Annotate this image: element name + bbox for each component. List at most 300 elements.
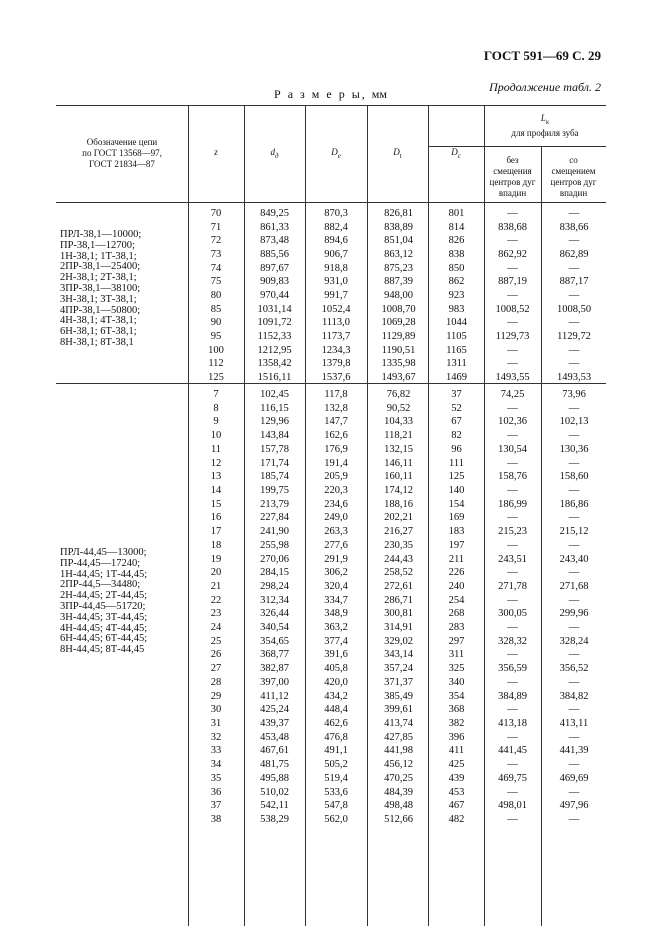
- table-row: [56, 458, 606, 470]
- cell-lk-with: —: [568, 539, 580, 551]
- cell-z: 24: [210, 622, 222, 634]
- table-row: [56, 622, 606, 634]
- cell-lk-without: 102,36: [498, 416, 527, 428]
- cell-De: 931,0: [324, 276, 348, 288]
- cell-Dt: 146,11: [384, 457, 413, 469]
- cell-De: 234,6: [324, 498, 348, 510]
- table-row: [56, 773, 606, 785]
- cell-d: 439,37: [260, 718, 289, 730]
- table-row: [56, 358, 606, 370]
- cell-De: 991,7: [324, 289, 348, 301]
- cell-z: 9: [213, 416, 219, 428]
- table-row: [56, 471, 606, 483]
- cell-De: 405,8: [324, 663, 348, 675]
- cell-Dt: 371,37: [384, 676, 413, 688]
- cell-Dc: 211: [448, 553, 465, 565]
- cell-lk-with: 441,39: [559, 745, 589, 757]
- table-row: [56, 331, 606, 343]
- cell-De: 391,6: [324, 649, 348, 661]
- cell-d: 227,84: [260, 512, 289, 524]
- chain-designation-group-1: ПРЛ-38,1—10000; ПР-38,1—12700; 1Н-38,1; 1Т-38,1; 2ПР-38,1—25400; 2Н-38,1; 2Т-38,1; 3ПР-38,1—38100; 3Н-38,1; 3Т-38,1; 4ПР-38,1—50800; 4Н-38,1; 4Т-38,1; 6Н-38,1; 6Т-38,1; 8Н-38,1; 8Т-38,1: [60, 229, 142, 348]
- header-Dc: [428, 147, 484, 160]
- cell-d: 1212,95: [257, 344, 292, 356]
- cell-De: 348,9: [324, 608, 348, 620]
- header-De-sub: e: [337, 151, 341, 160]
- cell-lk-with: —: [568, 430, 580, 442]
- table-row: [56, 222, 606, 234]
- cell-Dt: 1069,28: [381, 317, 416, 329]
- cell-lk-without: —: [507, 731, 518, 743]
- cell-d: 326,44: [260, 608, 289, 620]
- cell-Dt: 329,02: [384, 635, 413, 647]
- cell-Dt: 948,00: [384, 289, 413, 301]
- cell-lk-without: 498,01: [498, 800, 527, 812]
- cell-Dc: 1044: [446, 317, 467, 329]
- cell-z: 90: [210, 317, 222, 329]
- cell-De: 894,6: [324, 235, 348, 247]
- cell-z: 23: [210, 608, 222, 620]
- header-De-main: D: [331, 147, 338, 157]
- header-z: z: [214, 147, 218, 157]
- cell-Dt: 441,98: [384, 745, 413, 757]
- cell-Dc: 838: [448, 248, 465, 260]
- cell-De: 491,1: [324, 745, 348, 757]
- cell-De: 1537,6: [321, 371, 351, 383]
- cell-Dc: 297: [448, 635, 465, 647]
- cell-Dc: 439: [448, 772, 465, 784]
- cell-Dc: 814: [448, 221, 465, 233]
- cell-lk-with: 497,96: [559, 800, 589, 812]
- cell-De: 547,8: [324, 800, 348, 812]
- header-Dt-main: D: [393, 147, 400, 157]
- cell-De: 476,8: [324, 731, 348, 743]
- header-Lk-main: L: [540, 113, 546, 123]
- cell-Dt: 1493,67: [381, 371, 416, 383]
- cell-De: 562,0: [324, 814, 348, 825]
- cell-Dt: 90,52: [386, 402, 411, 414]
- cell-Dc: 826: [448, 235, 465, 247]
- table-row: [56, 595, 606, 607]
- table-row: [56, 526, 606, 538]
- cell-Dc: 67: [451, 416, 462, 428]
- cell-z: 33: [210, 745, 222, 757]
- cell-Dc: 52: [451, 402, 462, 414]
- cell-Dc: 923: [448, 289, 465, 301]
- cell-d: 861,33: [260, 221, 289, 233]
- header-Dc-sub: c: [457, 151, 461, 160]
- cell-lk-with: —: [568, 704, 580, 716]
- table-row: [56, 636, 606, 648]
- cell-lk-with: —: [568, 208, 580, 219]
- cell-De: 147,7: [324, 416, 348, 428]
- cell-Dc: 382: [448, 718, 465, 730]
- cell-Dc: 340: [448, 676, 465, 688]
- cell-lk-with: 1008,50: [556, 303, 592, 315]
- table-row: [56, 787, 606, 799]
- cell-lk-without: 887,19: [498, 276, 527, 288]
- cell-d: 411,12: [260, 690, 289, 702]
- table-row: [56, 304, 606, 316]
- cell-De: 870,3: [324, 208, 348, 219]
- cell-d: 1031,14: [257, 303, 292, 315]
- cell-z: 10: [210, 430, 222, 442]
- cell-z: 11: [210, 443, 222, 455]
- cell-Dt: 286,71: [384, 594, 413, 606]
- cell-lk-without: —: [507, 594, 518, 606]
- header-De: [305, 147, 367, 160]
- cell-Dc: 862: [448, 276, 465, 288]
- cell-z: 8: [213, 402, 219, 414]
- cell-Dt: 104,33: [384, 416, 413, 428]
- cell-Dt: 174,12: [384, 484, 413, 496]
- cell-lk-without: 838,68: [498, 221, 527, 233]
- sizes-title-text: Р а з м е р ы,: [274, 87, 367, 101]
- cell-d: 116,15: [260, 402, 289, 414]
- cell-De: 505,2: [324, 759, 348, 771]
- cell-d: 312,34: [260, 594, 289, 606]
- cell-d: 157,78: [260, 443, 289, 455]
- cell-d: 1358,42: [257, 358, 292, 370]
- cell-Dc: 125: [448, 471, 465, 483]
- cell-lk-with: —: [568, 358, 580, 370]
- cell-De: 906,7: [324, 248, 348, 260]
- cell-lk-without: —: [507, 814, 518, 825]
- cell-lk-without: —: [507, 430, 518, 442]
- cell-Dt: 512,66: [384, 814, 413, 825]
- cell-z: 17: [210, 526, 222, 538]
- header-Dc-main: D: [451, 147, 458, 157]
- cell-Dt: 160,11: [384, 471, 413, 483]
- cell-lk-with: 73,96: [562, 389, 586, 400]
- cell-lk-without: 413,18: [498, 718, 527, 730]
- cell-Dc: 268: [448, 608, 465, 620]
- cell-lk-without: 328,32: [498, 635, 527, 647]
- cell-De: 334,7: [324, 594, 348, 606]
- cell-Dc: 467: [448, 800, 465, 812]
- table-row: [56, 403, 606, 415]
- cell-lk-without: —: [507, 539, 518, 551]
- table-continuation-note: Продолжение табл. 2: [489, 80, 601, 94]
- cell-Dt: 272,61: [384, 580, 413, 592]
- cell-Dc: 226: [448, 567, 465, 579]
- table-row: [56, 567, 606, 579]
- cell-z: 125: [208, 371, 224, 383]
- cell-lk-with: 413,11: [559, 718, 589, 730]
- cell-z: 70: [210, 208, 222, 219]
- cell-d: 102,45: [260, 389, 289, 400]
- cell-Dt: 456,12: [384, 759, 413, 771]
- cell-lk-without: —: [507, 457, 518, 469]
- table-row: [56, 208, 606, 220]
- cell-z: 16: [210, 512, 222, 524]
- cell-z: 95: [210, 330, 222, 342]
- cell-Dc: 1165: [446, 344, 467, 356]
- cell-Dc: 283: [448, 622, 465, 634]
- cell-De: 291,9: [324, 553, 348, 565]
- cell-d: 495,88: [260, 772, 289, 784]
- cell-Dc: 240: [448, 580, 465, 592]
- cell-Dt: 1335,98: [381, 358, 416, 370]
- cell-Dt: 470,25: [384, 772, 413, 784]
- table-row: [56, 345, 606, 357]
- table-row: [56, 759, 606, 771]
- cell-De: 249,0: [324, 512, 348, 524]
- cell-Dc: 983: [448, 303, 465, 315]
- cell-d: 453,48: [260, 731, 289, 743]
- cell-Dc: 482: [448, 814, 465, 825]
- cell-lk-without: —: [507, 484, 518, 496]
- cell-Dc: 325: [448, 663, 465, 675]
- cell-d: 241,90: [260, 526, 289, 538]
- table-row: [56, 512, 606, 524]
- cell-z: 25: [210, 635, 222, 647]
- cell-Dt: 216,27: [384, 526, 413, 538]
- table-row: [56, 263, 606, 275]
- cell-d: 255,98: [260, 539, 289, 551]
- cell-De: 882,4: [324, 221, 348, 233]
- cell-lk-without: 441,45: [498, 745, 527, 757]
- dimensions-table: [56, 105, 606, 926]
- cell-lk-without: 243,51: [498, 553, 527, 565]
- table-row: [56, 499, 606, 511]
- cell-lk-without: 215,23: [498, 526, 527, 538]
- cell-d: 340,54: [260, 622, 289, 634]
- cell-De: 1234,3: [321, 344, 351, 356]
- cell-lk-with: 384,82: [559, 690, 589, 702]
- cell-lk-with: —: [568, 344, 580, 356]
- header-Lk: [484, 113, 606, 126]
- cell-De: 205,9: [324, 471, 348, 483]
- cell-z: 28: [210, 676, 222, 688]
- cell-z: 37: [210, 800, 222, 812]
- cell-De: 162,6: [324, 430, 348, 442]
- header-bottom-rule: [56, 202, 606, 203]
- cell-lk-without: 300,05: [498, 608, 527, 620]
- table-row: [56, 540, 606, 552]
- cell-De: 377,4: [324, 635, 348, 647]
- cell-Dt: 300,81: [384, 608, 413, 620]
- cell-lk-with: 838,66: [559, 221, 589, 233]
- cell-d: 397,00: [260, 676, 289, 688]
- cell-Dt: 484,39: [384, 786, 413, 798]
- cell-Dc: 453: [448, 786, 465, 798]
- table-row: [56, 249, 606, 261]
- cell-z: 15: [210, 498, 222, 510]
- cell-De: 448,4: [324, 704, 348, 716]
- table-row: [56, 814, 606, 826]
- cell-d: 542,11: [260, 800, 289, 812]
- cell-Dc: 801: [448, 208, 465, 219]
- cell-d: 481,75: [260, 759, 289, 771]
- cell-z: 18: [210, 539, 222, 551]
- cell-Dc: 1311: [446, 358, 467, 370]
- cell-lk-without: 1008,52: [495, 303, 530, 315]
- cell-Dt: 357,24: [384, 663, 413, 675]
- cell-De: 1052,4: [321, 303, 351, 315]
- cell-lk-without: —: [507, 235, 518, 247]
- cell-z: 31: [210, 718, 222, 730]
- cell-d: 1516,11: [257, 371, 292, 383]
- header-lk-caption: для профиля зуба: [511, 128, 579, 138]
- cell-z: 72: [210, 235, 222, 247]
- cell-lk-without: —: [507, 344, 518, 356]
- cell-De: 176,9: [324, 443, 348, 455]
- cell-lk-with: —: [568, 814, 580, 825]
- header-d-main: d: [270, 147, 275, 157]
- cell-De: 533,6: [324, 786, 348, 798]
- cell-z: 26: [210, 649, 222, 661]
- cell-lk-without: —: [507, 358, 518, 370]
- chain-designation-group-2: ПРЛ-44,45—13000; ПР-44,45—17240; 1Н-44,45; 1Т-44,45; 2ПР-44,5—34480; 2Н-44,45; 2Т-44,45; 3ПР-44,45—51720; 3Н-44,45; 3Т-44,45; 4Н-44,45; 4Т-44,45; 6Н-44,45; 6Т-44,45; 8Н-44,45; 8Т-44,45: [60, 547, 148, 656]
- cell-Dc: 850: [448, 262, 465, 274]
- cell-d: 129,96: [260, 416, 289, 428]
- table-row: [56, 745, 606, 757]
- cell-Dc: 354: [448, 690, 465, 702]
- cell-d: 970,44: [260, 289, 289, 301]
- cell-z: 112: [208, 358, 224, 370]
- cell-lk-with: —: [568, 402, 580, 414]
- cell-d: 382,87: [260, 663, 289, 675]
- cell-Dc: 183: [448, 526, 465, 538]
- cell-lk-without: 1129,73: [495, 330, 530, 342]
- cell-Dt: 258,52: [384, 567, 413, 579]
- cell-z: 7: [213, 389, 219, 400]
- cell-lk-without: 186,99: [498, 498, 527, 510]
- cell-z: 71: [210, 221, 222, 233]
- cell-z: 14: [210, 484, 222, 496]
- cell-Dc: 37: [451, 389, 462, 400]
- cell-lk-without: —: [507, 262, 518, 274]
- cell-Dc: 154: [448, 498, 465, 510]
- cell-De: 191,4: [324, 457, 348, 469]
- table-row: [56, 677, 606, 689]
- cell-De: 363,2: [324, 622, 348, 634]
- cell-d: 873,48: [260, 235, 289, 247]
- cell-z: 34: [210, 759, 222, 771]
- cell-lk-with: —: [568, 317, 580, 329]
- cell-lk-without: 384,89: [498, 690, 527, 702]
- cell-lk-with: 102,13: [559, 416, 589, 428]
- cell-lk-without: 356,59: [498, 663, 527, 675]
- cell-z: 100: [208, 344, 224, 356]
- cell-Dt: 1008,70: [381, 303, 416, 315]
- table-row: [56, 581, 606, 593]
- cell-Dt: 863,12: [384, 248, 413, 260]
- cell-Dc: 169: [448, 512, 465, 524]
- cell-z: 27: [210, 663, 222, 675]
- cell-lk-with: 299,96: [559, 608, 589, 620]
- cell-lk-with: 1493,53: [556, 371, 592, 383]
- page-header: ГОСТ 591—69 С. 29: [483, 48, 601, 63]
- table-row: [56, 235, 606, 247]
- cell-lk-with: 271,68: [559, 580, 589, 592]
- cell-Dc: 140: [448, 484, 465, 496]
- cell-d: 467,61: [260, 745, 289, 757]
- cell-Dt: 385,49: [384, 690, 413, 702]
- cell-Dt: 838,89: [384, 221, 413, 233]
- cell-lk-without: —: [507, 208, 518, 219]
- cell-lk-without: —: [507, 289, 518, 301]
- cell-lk-with: 469,69: [559, 772, 589, 784]
- table-row: [56, 718, 606, 730]
- cell-lk-without: —: [507, 704, 518, 716]
- cell-lk-with: 356,52: [559, 663, 589, 675]
- cell-z: 36: [210, 786, 222, 798]
- cell-z: 75: [210, 276, 222, 288]
- table-row: [56, 444, 606, 456]
- header-chain-designation: Обозначение цепи по ГОСТ 13568—97, ГОСТ 21834—87: [82, 137, 162, 169]
- sizes-title: [0, 87, 661, 102]
- table-row: [56, 649, 606, 661]
- table-row: [56, 317, 606, 329]
- cell-Dt: 132,15: [384, 443, 413, 455]
- cell-Dc: 197: [448, 539, 465, 551]
- cell-Dc: 411: [448, 745, 465, 757]
- cell-Dc: 254: [448, 594, 465, 606]
- cell-lk-without: —: [507, 622, 518, 634]
- cell-lk-without: —: [507, 567, 518, 579]
- cell-d: 1091,72: [257, 317, 292, 329]
- cell-d: 885,56: [260, 248, 289, 260]
- cell-Dt: 202,21: [384, 512, 413, 524]
- cell-De: 132,8: [324, 402, 348, 414]
- cell-Dt: 826,81: [384, 208, 413, 219]
- cell-Dc: 1469: [446, 371, 467, 383]
- cell-lk-without: —: [507, 402, 518, 414]
- cell-Dt: 887,39: [384, 276, 413, 288]
- cell-z: 30: [210, 704, 222, 716]
- table-row: [56, 389, 606, 401]
- cell-z: 21: [210, 580, 222, 592]
- cell-z: 22: [210, 594, 222, 606]
- cell-Dt: 413,74: [384, 718, 413, 730]
- cell-d: 909,83: [260, 276, 289, 288]
- cell-lk-without: 862,92: [498, 248, 527, 260]
- sizes-unit: мм: [371, 87, 387, 101]
- table-row: [56, 276, 606, 288]
- cell-lk-with: 1129,72: [557, 330, 591, 342]
- table-row: [56, 290, 606, 302]
- cell-lk-with: —: [568, 262, 580, 274]
- table-row: [56, 430, 606, 442]
- cell-Dt: 851,04: [384, 235, 413, 247]
- cell-Dt: 1190,51: [381, 344, 416, 356]
- cell-lk-with: 130,36: [559, 443, 589, 455]
- cell-Dc: 96: [451, 443, 462, 455]
- cell-z: 73: [210, 248, 222, 260]
- cell-lk-with: —: [568, 567, 580, 579]
- cell-d: 171,74: [260, 457, 289, 469]
- cell-d: 143,84: [260, 430, 289, 442]
- cell-Dt: 188,16: [384, 498, 413, 510]
- header-Lk-sub: к: [545, 117, 550, 126]
- cell-lk-with: —: [568, 759, 580, 771]
- cell-Dt: 230,35: [384, 539, 413, 551]
- table-row: [56, 372, 606, 384]
- header-Dt: [367, 147, 428, 160]
- cell-lk-with: —: [568, 289, 580, 301]
- cell-Dt: 1129,89: [381, 330, 416, 342]
- cell-lk-with: —: [568, 457, 580, 469]
- cell-De: 918,8: [324, 262, 348, 274]
- cell-lk-without: —: [507, 759, 518, 771]
- cell-z: 38: [210, 814, 222, 825]
- cell-lk-with: —: [568, 786, 580, 798]
- cell-Dt: 244,43: [384, 553, 413, 565]
- table-row: [56, 732, 606, 744]
- cell-z: 35: [210, 772, 222, 784]
- table-top-rule: [56, 105, 606, 106]
